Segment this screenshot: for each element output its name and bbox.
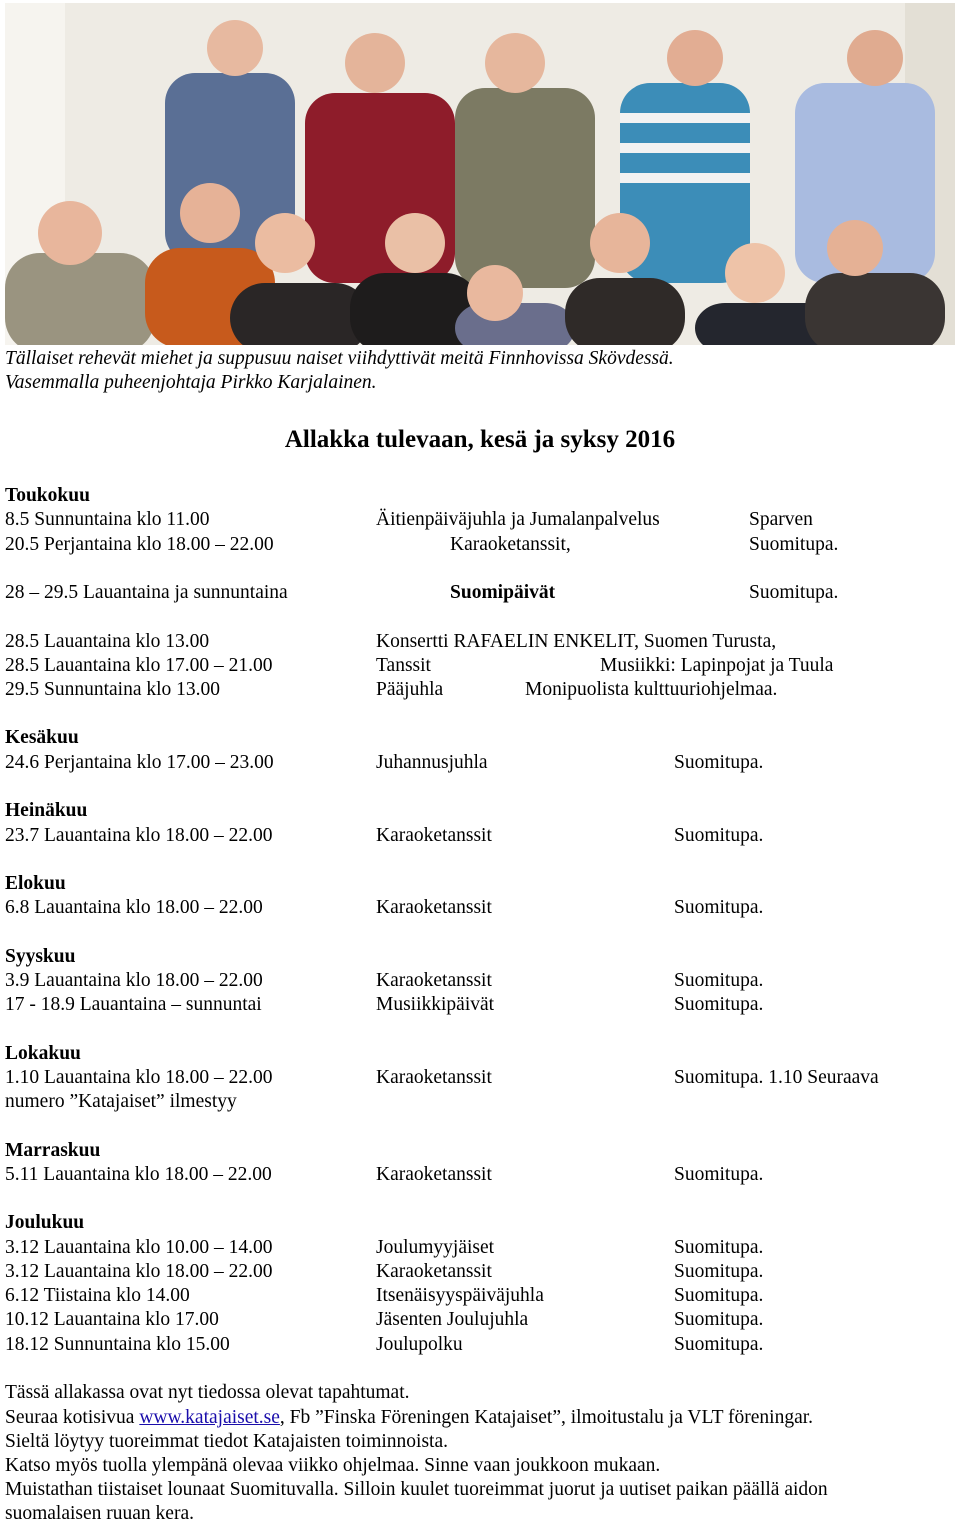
event-location: Suomitupa.	[674, 1164, 764, 1185]
event-location: Suomitupa.	[674, 970, 764, 991]
month-heading: Toukokuu	[5, 485, 90, 506]
event-location: Suomitupa.	[674, 825, 764, 846]
event-location: Sparven	[749, 509, 813, 530]
event-time: 3.12 Lauantaina klo 18.00 – 22.00	[5, 1261, 273, 1282]
event-title: Karaoketanssit	[376, 1261, 492, 1282]
event-location: Suomitupa.	[674, 994, 764, 1015]
choir-illustration	[5, 3, 955, 345]
month-heading: Lokakuu	[5, 1043, 81, 1064]
event-location: Suomitupa.	[674, 752, 764, 773]
month-heading: Joulukuu	[5, 1212, 85, 1233]
footer-text: Seuraa kotisivua	[5, 1407, 140, 1428]
footer-text: , Fb ”Finska Föreningen Katajaiset”, ilmoitustalu ja VLT föreningar.	[279, 1407, 814, 1428]
event-location: Monipuolista kulttuuriohjelmaa.	[525, 679, 778, 700]
event-title: Suomipäivät	[450, 582, 556, 603]
month-heading: Heinäkuu	[5, 800, 88, 821]
event-time: 8.5 Sunnuntaina klo 11.00	[5, 509, 210, 530]
event-title: Äitienpäiväjuhla ja Jumalanpalvelus	[376, 509, 660, 530]
event-time: 3.9 Lauantaina klo 18.00 – 22.00	[5, 970, 263, 991]
footer-line-with-link	[5, 1406, 813, 1430]
event-note: numero ”Katajaiset” ilmestyy	[5, 1091, 237, 1112]
footer-line: Sieltä löytyy tuoreimmat tiedot Katajaisten toiminnoista.	[5, 1431, 449, 1452]
event-location: Suomitupa.	[674, 897, 764, 918]
event-title: Musiikkipäivät	[376, 994, 495, 1015]
footer-line: Katso myös tuolla ylempänä olevaa viikko ohjelmaa. Sinne vaan joukkoon mukaan.	[5, 1455, 661, 1476]
event-location: Suomitupa.	[674, 1309, 764, 1330]
choir-photo	[5, 3, 955, 345]
event-time: 28.5 Lauantaina klo 13.00	[5, 631, 210, 652]
event-time: 6.12 Tiistaina klo 14.00	[5, 1285, 190, 1306]
event-time: 18.12 Sunnuntaina klo 15.00	[5, 1334, 230, 1355]
page-title: Allakka tulevaan, kesä ja syksy 2016	[284, 426, 676, 453]
event-location: Suomitupa.	[674, 1237, 764, 1258]
event-title: Konsertti RAFAELIN ENKELIT, Suomen Turusta,	[376, 631, 777, 652]
event-time: 1.10 Lauantaina klo 18.00 – 22.00	[5, 1067, 273, 1088]
event-time: 6.8 Lauantaina klo 18.00 – 22.00	[5, 897, 263, 918]
event-title: Karaoketanssit	[376, 897, 492, 918]
event-title: Jäsenten Joulujuhla	[376, 1309, 529, 1330]
event-title: Joulupolku	[376, 1334, 463, 1355]
event-time: 20.5 Perjantaina klo 18.00 – 22.00	[5, 534, 274, 555]
event-time: 10.12 Lauantaina klo 17.00	[5, 1309, 219, 1330]
event-location: Suomitupa.	[749, 534, 839, 555]
event-title: Karaoketanssit	[376, 970, 492, 991]
event-title: Joulumyyjäiset	[376, 1237, 495, 1258]
event-location: Suomitupa.	[749, 582, 839, 603]
event-location: Suomitupa. 1.10 Seuraava	[674, 1067, 879, 1088]
event-location: Suomitupa.	[674, 1285, 764, 1306]
footer-line: suomalaisen ruuan kera.	[5, 1503, 194, 1524]
event-time: 29.5 Sunnuntaina klo 13.00	[5, 679, 221, 700]
event-time: 3.12 Lauantaina klo 10.00 – 14.00	[5, 1237, 273, 1258]
homepage-link[interactable]: www.katajaiset.se	[139, 1407, 280, 1428]
month-heading: Kesäkuu	[5, 727, 79, 748]
event-title: Pääjuhla	[376, 679, 444, 700]
month-heading: Marraskuu	[5, 1140, 101, 1161]
footer-line: Tässä allakassa ovat nyt tiedossa olevat tapahtumat.	[5, 1382, 410, 1403]
event-time: 23.7 Lauantaina klo 18.00 – 22.00	[5, 825, 273, 846]
event-title: Karaoketanssit	[376, 1164, 492, 1185]
photo-caption-line-1: Tällaiset rehevät miehet ja suppusuu naiset viihdyttivät meitä Finnhovissa Skövdessä.	[5, 348, 674, 369]
event-location: Suomitupa.	[674, 1261, 764, 1282]
event-time: 17 - 18.9 Lauantaina – sunnuntai	[5, 994, 262, 1015]
event-title: Karaoketanssit	[376, 825, 492, 846]
footer-line: Muistathan tiistaiset lounaat Suomituvalla. Silloin kuulet tuoreimmat juorut ja uutiset paikan päällä aidon	[5, 1479, 828, 1500]
event-time: 24.6 Perjantaina klo 17.00 – 23.00	[5, 752, 274, 773]
event-title: Karaoketanssit,	[450, 534, 571, 555]
event-time: 28 – 29.5 Lauantaina ja sunnuntaina	[5, 582, 288, 603]
month-heading: Elokuu	[5, 873, 66, 894]
event-title: Karaoketanssit	[376, 1067, 492, 1088]
photo-caption-line-2: Vasemmalla puheenjohtaja Pirkko Karjalainen.	[5, 372, 377, 393]
event-title: Juhannusjuhla	[376, 752, 488, 773]
event-title: Itsenäisyyspäiväjuhla	[376, 1285, 544, 1306]
event-location: Musiikki: Lapinpojat ja Tuula	[600, 655, 834, 676]
event-title: Tanssit	[376, 655, 431, 676]
event-location: Suomitupa.	[674, 1334, 764, 1355]
month-heading: Syyskuu	[5, 946, 76, 967]
event-time: 28.5 Lauantaina klo 17.00 – 21.00	[5, 655, 273, 676]
event-time: 5.11 Lauantaina klo 18.00 – 22.00	[5, 1164, 272, 1185]
